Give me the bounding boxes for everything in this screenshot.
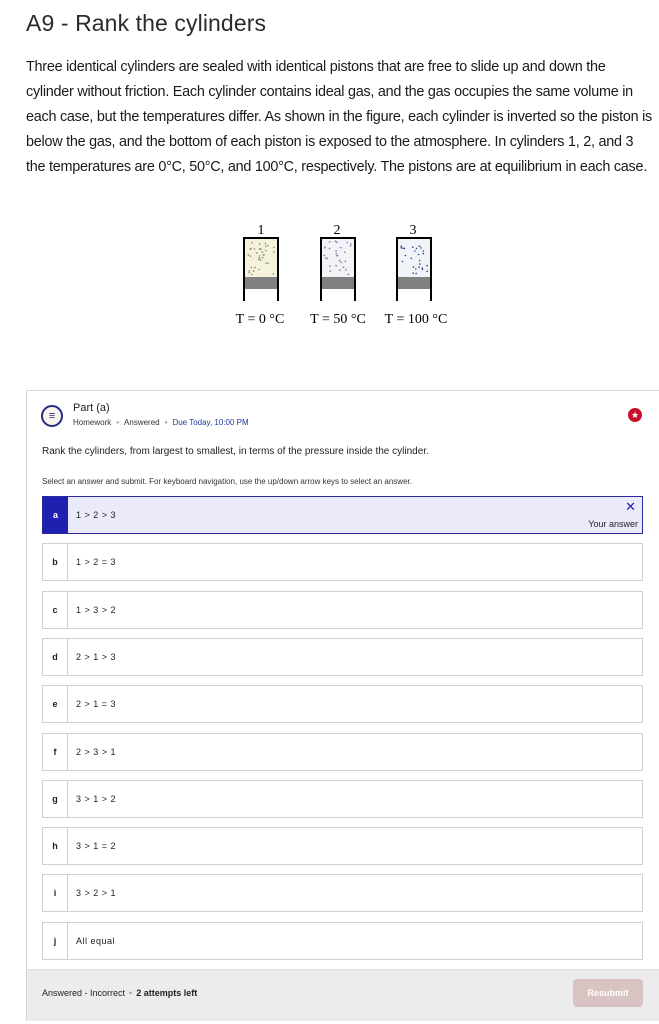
gas-molecule: [327, 258, 329, 260]
gas-molecule: [404, 248, 406, 250]
gas-molecule: [335, 241, 337, 243]
gas-molecule: [259, 255, 261, 257]
gas-molecule: [262, 251, 264, 253]
answer-choice-i[interactable]: [42, 874, 643, 912]
attempts-left: 2 attempts left: [136, 988, 198, 998]
answer-choice-e[interactable]: [42, 685, 643, 723]
piston: [398, 277, 430, 289]
gas-molecule: [420, 247, 422, 249]
answer-choice-g[interactable]: [42, 780, 643, 818]
gas-molecule: [419, 263, 421, 265]
answer-choice-b[interactable]: [42, 543, 643, 581]
choice-text: 2 > 1 > 3: [76, 652, 117, 662]
choice-letter: a: [43, 497, 68, 533]
gas-molecule: [325, 257, 327, 259]
page-title: A9 - Rank the cylinders: [26, 10, 267, 36]
separator-dot: •: [129, 988, 133, 998]
choice-text: 1 > 3 > 2: [76, 605, 117, 615]
gas-molecule: [273, 251, 275, 253]
gas-molecule: [248, 254, 250, 256]
gas-molecule: [329, 248, 331, 250]
gas-molecule: [329, 265, 331, 267]
choice-text: All equal: [76, 936, 116, 946]
choice-letter: c: [43, 592, 68, 628]
gas-molecule: [344, 251, 346, 253]
gas-molecule: [273, 273, 275, 275]
gas-molecule: [418, 266, 420, 268]
choice-letter: d: [43, 639, 68, 675]
answer-choice-j[interactable]: [42, 922, 643, 960]
gas-molecule: [259, 269, 261, 271]
gas-molecule: [418, 254, 420, 256]
piston: [322, 277, 354, 289]
choice-letter: b: [43, 544, 68, 580]
cylinder-2: [310, 223, 366, 327]
answer-choice-d[interactable]: [42, 638, 643, 676]
gas-molecule: [323, 255, 325, 257]
gas-molecule: [258, 259, 260, 261]
answer-choice-f[interactable]: [42, 733, 643, 771]
gas-molecule: [335, 250, 337, 252]
gas-molecule: [339, 260, 341, 262]
x-mark-icon: ✕: [625, 499, 636, 514]
gas-molecule: [267, 245, 269, 247]
choice-letter: f: [43, 734, 68, 770]
list-icon: ≡: [41, 405, 63, 427]
gas-molecule: [329, 241, 331, 243]
submission-status: [42, 988, 197, 998]
choice-letter: e: [43, 686, 68, 722]
gas-molecule: [251, 274, 253, 276]
gas-molecule: [251, 242, 253, 244]
gas-molecule: [253, 270, 255, 272]
assignment-type: Homework: [73, 418, 112, 427]
gas-molecule: [415, 273, 417, 275]
choice-text: 3 > 1 = 2: [76, 841, 117, 851]
gas-molecule: [259, 257, 261, 259]
due-date: Due Today, 10:00 PM: [172, 418, 249, 427]
choice-text: 2 > 1 = 3: [76, 699, 117, 709]
gas-molecule: [254, 267, 256, 269]
gas-molecule: [336, 242, 338, 244]
star-flag-icon[interactable]: ★: [628, 408, 642, 422]
gas-molecule: [251, 267, 253, 269]
answer-choice-c[interactable]: [42, 591, 643, 629]
choice-letter: g: [43, 781, 68, 817]
question-card: [26, 390, 659, 1021]
gas-molecule: [414, 250, 416, 252]
cylinders-figure: [0, 215, 659, 335]
instruction-text: Select an answer and submit. For keyboard navigation, use the up/down arrow keys to select an answer.: [42, 477, 412, 486]
gas-molecule: [402, 247, 404, 249]
answer-choice-h[interactable]: [42, 827, 643, 865]
choice-letter: h: [43, 828, 68, 864]
gas-molecule: [426, 270, 428, 272]
gas-molecule: [260, 259, 262, 261]
answer-footer: [27, 969, 659, 1021]
gas-molecule: [339, 269, 341, 271]
cylinder-label: 2: [333, 223, 341, 238]
part-title: Part (a): [73, 402, 110, 414]
gas-molecule: [259, 248, 261, 250]
gas-molecule: [416, 248, 418, 250]
choice-text: 2 > 3 > 1: [76, 747, 117, 757]
gas-molecule: [248, 272, 250, 274]
gas-molecule: [423, 250, 425, 252]
gas-molecule: [335, 265, 337, 267]
gas-molecule: [402, 261, 404, 263]
cylinder-3: [385, 223, 448, 327]
gas-molecule: [262, 257, 264, 259]
gas-molecule: [413, 266, 415, 268]
choice-text: 3 > 2 > 1: [76, 888, 117, 898]
gas-molecule: [401, 247, 403, 249]
choice-text: 1 > 2 = 3: [76, 557, 117, 567]
cylinder-label: 1: [257, 223, 265, 238]
gas-molecule: [324, 247, 326, 249]
gas-molecule: [336, 255, 338, 257]
temperature-label: T = 100 °C: [384, 312, 448, 327]
gas-molecule: [419, 260, 421, 262]
temperature-label: T = 50 °C: [310, 312, 366, 327]
gas-molecule: [350, 245, 352, 247]
gas-molecule: [265, 243, 267, 245]
gas-molecule: [343, 267, 345, 269]
gas-molecule: [415, 268, 417, 270]
gas-region: [398, 239, 430, 277]
gas-molecule: [329, 270, 331, 272]
gas-molecule: [265, 246, 267, 248]
gas-molecule: [263, 254, 265, 256]
gas-molecule: [423, 253, 425, 255]
gas-molecule: [250, 255, 252, 257]
cylinder-label: 3: [409, 223, 417, 238]
gas-molecule: [340, 262, 342, 264]
temperature-label: T = 0 °C: [235, 312, 285, 327]
gas-molecule: [401, 245, 403, 247]
gas-molecule: [250, 248, 252, 250]
choice-letter: j: [43, 923, 68, 959]
gas-molecule: [345, 260, 347, 262]
resubmit-button[interactable]: Resubmit: [573, 979, 643, 1007]
gas-molecule: [411, 258, 413, 260]
choice-text: 3 > 1 > 2: [76, 794, 117, 804]
gas-molecule: [426, 265, 428, 267]
gas-molecule: [254, 248, 256, 250]
gas-molecule: [256, 252, 258, 254]
choice-letter: i: [43, 875, 68, 911]
gas-molecule: [335, 253, 337, 255]
gas-molecule: [248, 270, 250, 272]
result-text: Answered - Incorrect: [42, 988, 126, 998]
gas-molecule: [419, 245, 421, 247]
gas-molecule: [346, 242, 348, 244]
gas-molecule: [413, 272, 415, 274]
gas-molecule: [345, 269, 347, 271]
answer-status: Answered: [124, 418, 160, 427]
gas-molecule: [265, 250, 267, 252]
gas-molecule: [422, 267, 424, 269]
gas-molecule: [348, 274, 350, 276]
answer-choice-a[interactable]: [42, 496, 643, 534]
cylinder-1: [236, 223, 285, 327]
separator-dot: •: [116, 418, 120, 427]
gas-molecule: [259, 243, 261, 245]
piston: [245, 277, 277, 289]
gas-molecule: [405, 255, 407, 257]
gas-molecule: [267, 262, 269, 264]
your-answer-label: Your answer: [588, 519, 638, 529]
gas-molecule: [273, 247, 275, 249]
choice-text: 1 > 2 > 3: [76, 510, 117, 520]
question-text: Rank the cylinders, from largest to smallest, in terms of the pressure inside the cylinder.: [42, 446, 429, 457]
gas-molecule: [412, 246, 414, 248]
gas-molecule: [265, 262, 267, 264]
separator-dot: •: [164, 418, 168, 427]
gas-molecule: [340, 247, 342, 249]
part-meta: [73, 418, 249, 427]
gas-molecule: [350, 243, 352, 245]
problem-text: Three identical cylinders are sealed with identical pistons that are free to slide up and down the cylinder without friction. Each cylinder contains ideal gas, and the gas occupies the same volume in each case, but the temperatures differ. As shown in the figure, each cylinder is inverted so the piston is below the gas, and the bottom of each piston is exposed to the atmosphere. In cylinders 1, 2, and 3 the temperatures are 0°C, 50°C, and 100°C, respectively. The pistons are at equilibrium in each case.: [26, 59, 652, 175]
